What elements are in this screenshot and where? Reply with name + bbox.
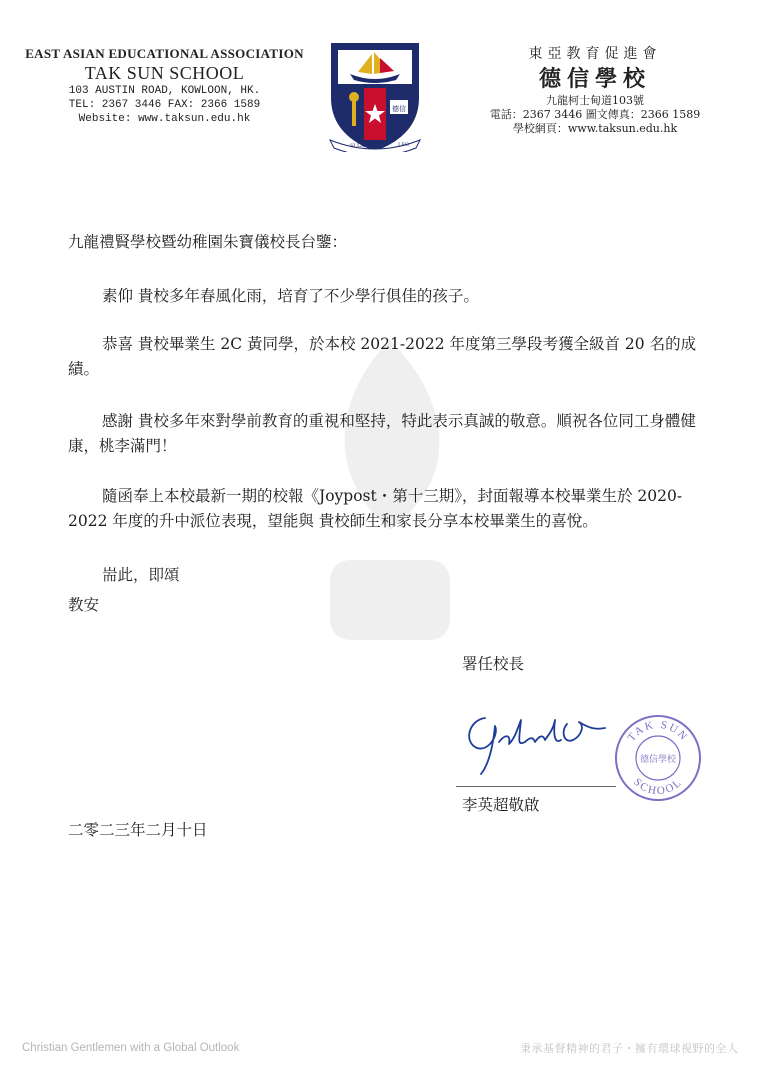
closing-line-1: 耑此，即頌 — [102, 566, 180, 584]
crest-motto-left: SI LABORE — [350, 143, 380, 149]
signature-line — [456, 786, 616, 787]
signer-title: 署任校長 — [462, 655, 525, 673]
school-name-en: TAK SUN SCHOOL — [84, 63, 245, 83]
association-name-zh: 東亞教育促進會 — [528, 46, 662, 62]
crest-motto-right: LEO — [398, 142, 410, 148]
school-seal-stamp — [612, 712, 704, 804]
paragraph-4: 隨函奉上本校最新一期的校報《Joypost・第十三期》，封面報導本校畢業生於 2020-2022 年度的升中派位表現，望能與 貴校師生和家長分享本校畢業生的喜悅。 — [68, 487, 683, 530]
paragraph-2: 恭喜 貴校畢業生 2C 黃同學，於本校 2021-2022 年度第三學段考獲全級首 20 名的成績。 — [68, 335, 697, 378]
footer-motto-en: Christian Gentlemen with a Global Outlook — [22, 1042, 240, 1054]
closing-line-2: 教安 — [68, 596, 100, 614]
letterhead-english — [22, 46, 307, 126]
phone-fax-zh: 電話：2367 3446 圖文傳真：2366 1589 — [489, 108, 701, 121]
school-crest-logo — [328, 40, 422, 152]
stamp-bottom-text: SCHOOL — [631, 776, 685, 798]
footer-motto-zh: 秉承基督精神的君子・擁有環球視野的全人 — [520, 1042, 739, 1055]
address-en: 103 AUSTIN ROAD, KOWLOON, HK. — [68, 85, 261, 97]
address-zh: 九龍柯士甸道103號 — [546, 94, 644, 107]
handwritten-signature — [455, 690, 615, 780]
stamp-top-text: TAK SUN — [625, 718, 691, 744]
phone-fax-en: TEL: 2367 3446 FAX: 2366 1589 — [68, 99, 261, 111]
website-en: Website: www.taksun.edu.hk — [78, 113, 251, 125]
paragraph-1: 素仰 貴校多年春風化雨，培育了不少學行俱佳的孩子。 — [102, 287, 479, 305]
paragraph-3: 感謝 貴校多年來對學前教育的重視和堅持，特此表示真誠的敬意。順祝各位同工身體健康，桃李滿門！ — [68, 412, 696, 455]
association-name-en: EAST ASIAN EDUCATIONAL ASSOCIATION — [25, 46, 304, 61]
svg-text:SCHOOL — [631, 776, 685, 797]
website-zh: 學校網頁：www.taksun.edu.hk — [512, 122, 678, 135]
signer-name: 李英超敬啟 — [462, 796, 540, 814]
salutation: 九龍禮賢學校暨幼稚園朱寶儀校長台鑒： — [68, 233, 348, 251]
letterhead-chinese — [450, 44, 740, 136]
school-name-zh: 德信學校 — [538, 66, 651, 92]
letter-date: 二零二三年二月十日 — [68, 821, 208, 839]
crest-characters: 德信 — [392, 105, 406, 113]
stamp-center-text: 德信學校 — [639, 755, 677, 765]
